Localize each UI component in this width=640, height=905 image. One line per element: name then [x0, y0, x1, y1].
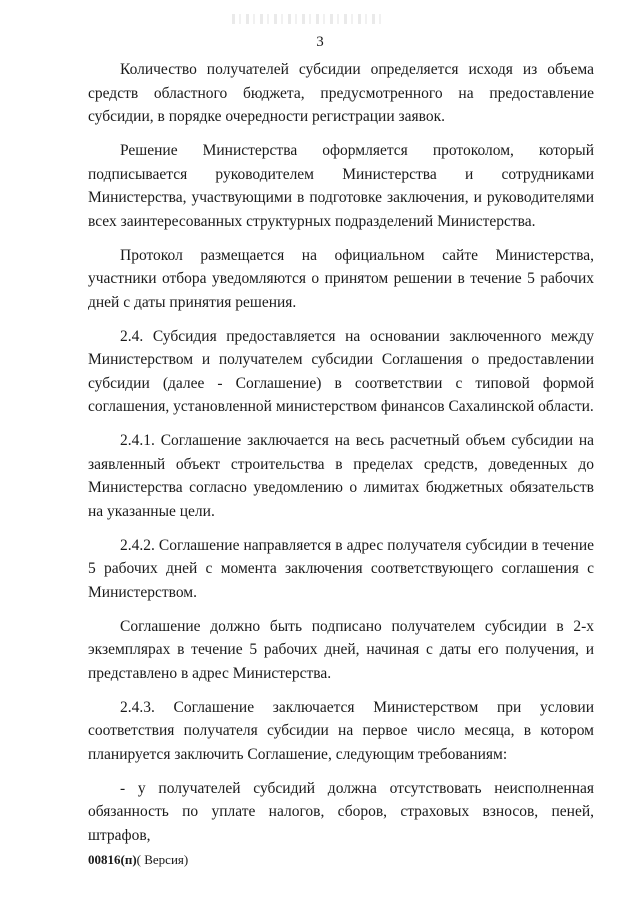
- scan-artifact: [232, 14, 382, 24]
- paragraph-2-4: 2.4. Субсидия предоставляется на основании заключенного между Министерством и получателем субсидии Соглашения о предоставлении субсидии (далее - Соглашение) в соответствии с типовой формой соглашения, установленной министерством финансов Сахалинской области.: [88, 327, 594, 415]
- paragraph-recipients-count: Количество получателей субсидии определяется исходя из объема средств областного бюджета, предусмотренного на предоставление субсидии, в порядке очередности регистрации заявок.: [88, 61, 594, 125]
- document-code: 00816(п): [88, 852, 137, 867]
- paragraph-protocol-publication: Протокол размещается на официальном сайте Министерства, участники отбора уведомляются о принятом решении в течение 5 рабочих дней с даты принятия решения.: [88, 246, 594, 311]
- paragraph-requirement-taxes: - у получателей субсидий должна отсутствовать неисполненная обязанность по уплате налогов, сборов, страховых взносов, пеней, штрафов,: [88, 779, 594, 844]
- document-body: [88, 58, 594, 847]
- document-version: ( Версия): [136, 852, 189, 867]
- document-footer: [88, 852, 188, 868]
- paragraph-decision-protocol: Решение Министерства оформляется протоколом, который подписывается руководителем Министерства и сотрудниками Министерства, участвующими в подготовке заключения, и руководителями всех заинтересованных структурных подразделений Министерства.: [88, 142, 594, 230]
- paragraph-agreement-signing: Соглашение должно быть подписано получателем субсидии в 2-х экземплярах в течение 5 рабочих дней, начиная с даты его получения, и представлено в адрес Министерства.: [88, 617, 594, 682]
- paragraph-2-4-2: 2.4.2. Соглашение направляется в адрес получателя субсидии в течение 5 рабочих дней с момента заключения соответствующего соглашения с Министерством.: [88, 536, 594, 601]
- paragraph-2-4-1: 2.4.1. Соглашение заключается на весь расчетный объем субсидии на заявленный объект строительства в пределах средств, доведенных до Министерства согласно уведомлению о лимитах бюджетных обязательств на указанные цели.: [88, 432, 594, 520]
- page-number: 3: [316, 34, 324, 50]
- paragraph-2-4-3: 2.4.3. Соглашение заключается Министерством при условии соответствия получателя субсидии на первое число месяца, в котором планируется заключить Соглашение, следующим требованиям:: [88, 698, 594, 763]
